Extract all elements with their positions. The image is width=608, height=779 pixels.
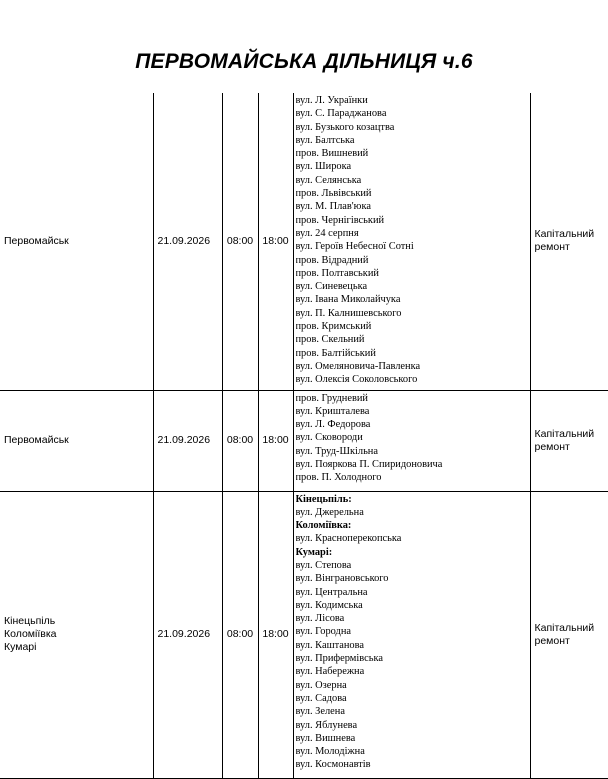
street-item: вул. Л. Українки <box>295 95 368 106</box>
street-item: вул. Івана Миколайчука <box>295 294 401 306</box>
work-type-text: ремонт <box>534 241 570 254</box>
street-item: вул. Селянська <box>295 174 362 186</box>
street-item: пров. Вишневий <box>295 148 369 160</box>
street-item: вул. Кодимська <box>295 599 363 611</box>
streets-cell <box>293 93 530 390</box>
work-type-cell <box>530 93 608 390</box>
street-item: пров. Балтійський <box>295 347 376 359</box>
settlement-heading: Коломіївка: <box>295 520 352 532</box>
streets-cell <box>293 491 530 778</box>
street-item: вул. Широка <box>295 161 352 173</box>
end-time-cell: 18:00 <box>258 390 293 491</box>
street-item: пров. Скельний <box>295 334 365 346</box>
page-title: ПЕРВОМАЙСЬКА ДІЛЬНИЦЯ ч.6 <box>135 50 473 73</box>
work-type-text: Капітальний <box>534 427 595 440</box>
street-item: вул. Каштанова <box>295 639 364 651</box>
date-cell: 21.09.2026 <box>153 93 222 390</box>
street-item: вул. Сковороди <box>295 432 363 444</box>
street-item: вул. Олексія Соколовського <box>295 374 418 386</box>
street-item: вул. Зелена <box>295 706 345 718</box>
settlement-name: Первомайськ <box>4 434 69 446</box>
street-item: вул. 24 серпня <box>295 227 359 239</box>
street-item: вул. П. Калнишевського <box>295 307 402 319</box>
street-item: вул. Бузького козацтва <box>295 121 395 133</box>
settlement-name: Первомайськ <box>4 234 69 247</box>
start-time-cell: 08:00 <box>222 93 258 390</box>
street-item: вул. Набережна <box>295 666 365 678</box>
outage-schedule-table <box>0 93 608 779</box>
table-row <box>0 390 608 491</box>
street-item: вул. Труд-Шкільна <box>295 445 378 457</box>
street-item: пров. Грудневий <box>295 392 368 404</box>
street-item: вул. Омеляновича-Павленка <box>295 360 421 372</box>
settlement-cell <box>0 491 153 778</box>
street-item: вул. Балтська <box>295 134 355 146</box>
settlement-heading: Кінецьпіль: <box>295 493 352 505</box>
street-item: вул. Красноперекопська <box>295 533 402 545</box>
street-item: пров. Полтавський <box>295 267 379 279</box>
settlement-cell <box>0 93 153 390</box>
table-row <box>0 93 608 390</box>
streets-cell <box>293 390 530 491</box>
start-time-cell: 08:00 <box>222 390 258 491</box>
street-item: вул. Вишнева <box>295 732 356 744</box>
street-item: вул. Синевецька <box>295 281 368 293</box>
street-item: вул. Космонавтів <box>295 759 371 771</box>
work-type-text: ремонт <box>534 440 570 453</box>
street-item: вул. Садова <box>295 692 347 704</box>
street-item: вул. Вінграновського <box>295 573 389 585</box>
date-cell: 21.09.2026 <box>153 390 222 491</box>
street-item: вул. Молодіжна <box>295 746 365 758</box>
start-time-cell: 08:00 <box>222 491 258 778</box>
settlement-name: Кінецьпіль <box>4 615 56 627</box>
work-type-cell <box>530 390 608 491</box>
settlement-name: Коломіївка <box>4 628 57 640</box>
street-item: вул. Городна <box>295 626 352 638</box>
street-item: вул. М. Плав'юка <box>295 201 371 213</box>
street-item: вул. Джерельна <box>295 506 364 518</box>
street-item: вул. Лісова <box>295 613 345 625</box>
work-type-cell <box>530 491 608 778</box>
settlement-heading: Кумарі: <box>295 546 333 558</box>
work-type-text: Капітальний <box>534 621 595 634</box>
street-item: вул. Озерна <box>295 679 347 691</box>
street-item: вул. С. Параджанова <box>295 108 387 120</box>
table-row <box>0 491 608 778</box>
street-item: пров. П. Холодного <box>295 472 382 484</box>
street-item: вул. Героїв Небесної Сотні <box>295 241 414 253</box>
settlement-name: Кумарі <box>4 641 37 653</box>
street-item: вул. Яблунева <box>295 719 358 731</box>
end-time-cell: 18:00 <box>258 491 293 778</box>
street-item: вул. Степова <box>295 559 352 571</box>
settlement-cell <box>0 390 153 491</box>
work-type-text: Капітальний <box>534 228 595 241</box>
street-item: вул. Кришталева <box>295 405 370 417</box>
street-item: пров. Львівський <box>295 188 372 200</box>
street-item: вул. Центральна <box>295 586 368 598</box>
street-item: вул. Прифермівська <box>295 653 383 665</box>
street-item: вул. Л. Федорова <box>295 419 371 431</box>
street-item: пров. Відрадний <box>295 254 369 266</box>
street-item: вул. Пояркова П. Спиридоновича <box>295 458 443 470</box>
street-item: пров. Чернігівський <box>295 214 385 226</box>
street-item: пров. Кримський <box>295 321 372 333</box>
date-cell: 21.09.2026 <box>153 491 222 778</box>
end-time-cell: 18:00 <box>258 93 293 390</box>
work-type-text: ремонт <box>534 634 570 647</box>
